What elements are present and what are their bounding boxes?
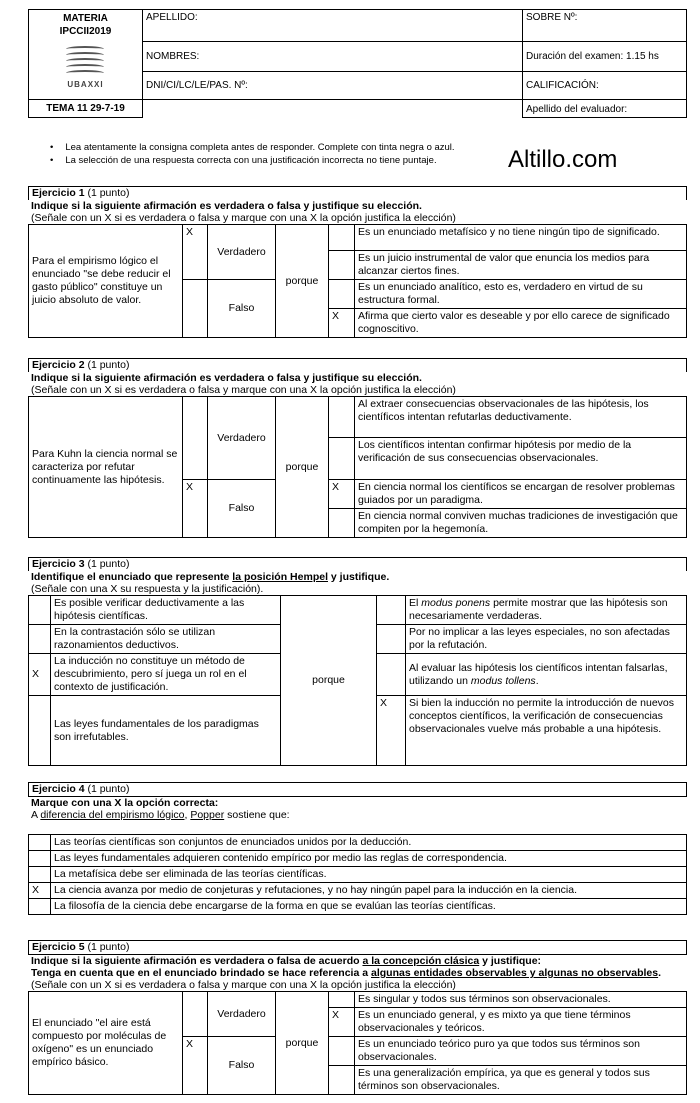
watermark: Altillo.com <box>508 146 618 173</box>
option-text: La filosofía de la ciencia debe encargarse de la forma en que se evalúan las teorías científicas. <box>51 899 687 915</box>
duracion-label: Duración del examen: 1.15 hs <box>523 42 687 72</box>
subject-label: MATERIA <box>63 13 108 24</box>
statement: Para Kuhn la ciencia normal se caracteriza por refutar continuamente las hipótesis. <box>29 397 183 538</box>
subject-cell <box>29 10 143 100</box>
true-label: Verdadero <box>208 397 276 480</box>
option-text: Es un enunciado metafísico y no tiene ningún tipo de significado. <box>355 225 687 251</box>
option-text: Las leyes fundamentales de los paradigmas son irrefutables. <box>51 696 281 766</box>
dni-field[interactable]: DNI/CI/LC/LE/PAS. Nº: <box>143 72 523 100</box>
option-text: Es singular y todos sus términos son observacionales. <box>355 992 687 1008</box>
instruction-item: • La selección de una respuesta correcta con una justificación incorrecta no tiene puntaje. <box>50 154 455 167</box>
false-checkbox[interactable] <box>183 280 208 338</box>
option-text: Las teorías científicas son conjuntos de enunciados unidos por la deducción. <box>51 835 687 851</box>
option-checkbox[interactable]: X <box>377 696 406 766</box>
option-checkbox[interactable]: X <box>329 309 355 338</box>
option-checkbox[interactable]: X <box>329 1008 355 1037</box>
option-text: La inducción no constituye un método de descubrimiento, pero sí juega un rol en el contexto de justificación. <box>51 654 281 696</box>
exercise-instruction: Indique si la siguiente afirmación es verdadera o falsa y justifique su elección. <box>31 372 422 384</box>
option-checkbox[interactable]: X <box>29 654 51 696</box>
porque-label: porque <box>276 225 329 338</box>
option-checkbox[interactable] <box>329 438 355 480</box>
option-checkbox[interactable] <box>29 596 51 625</box>
ubaxxi-logo-icon <box>66 42 106 78</box>
exercise-note: (Señale con una X su respuesta y la justificación). <box>31 583 264 595</box>
option-checkbox[interactable] <box>329 280 355 309</box>
option-checkbox[interactable] <box>329 225 355 251</box>
porque-label: porque <box>276 992 329 1095</box>
true-checkbox[interactable]: X <box>183 225 208 280</box>
false-checkbox[interactable]: X <box>183 1037 208 1095</box>
exercise-3 <box>28 557 687 766</box>
option-text: En la contrastación sólo se utilizan razonamientos deductivos. <box>51 625 281 654</box>
exercise-note: (Señale con un X si es verdadera o falsa y marque con una X la opción justifica la elección) <box>31 384 456 396</box>
statement: El enunciado "el aire está compuesto por moléculas de oxígeno" es un enunciado empírico básico. <box>29 992 183 1095</box>
option-text: Al extraer consecuencias observacionales de las hipótesis, los científicos intentan refutarlas deductivamente. <box>355 397 687 438</box>
option-text: La metafísica debe ser eliminada de las teorías científicas. <box>51 867 687 883</box>
option-checkbox[interactable] <box>377 654 406 696</box>
option-checkbox[interactable]: X <box>29 883 51 899</box>
exercise-title: Ejercicio 1 (1 punto) <box>28 186 687 200</box>
porque-label: porque <box>276 397 329 538</box>
option-checkbox[interactable] <box>329 251 355 280</box>
true-checkbox[interactable] <box>183 992 208 1037</box>
option-text: Es una generalización empírica, ya que es general y todos sus términos son observacionales. <box>355 1066 687 1095</box>
option-checkbox[interactable] <box>329 992 355 1008</box>
option-text: Las leyes fundamentales adquieren contenido empírico por medio las reglas de correspondencia. <box>51 851 687 867</box>
exercise-instruction: Marque con una X la opción correcta: <box>31 797 219 809</box>
answer-table <box>28 834 687 915</box>
exercise-title: Ejercicio 2 (1 punto) <box>28 358 687 372</box>
option-checkbox[interactable] <box>29 867 51 883</box>
false-label: Falso <box>208 1037 276 1095</box>
exercise-5 <box>28 940 687 1095</box>
instructions <box>50 141 455 167</box>
option-text: Es un juicio instrumental de valor que enuncia los medios para alcanzar ciertos fines. <box>355 251 687 280</box>
option-text: Si bien la inducción no permite la introducción de nuevos conceptos científicos, la verificación de consecuencias observacionales vuelve más probable a una hipótesis. <box>406 696 687 766</box>
subject-code: IPCCII2019 <box>59 26 112 37</box>
exercise-2 <box>28 358 687 538</box>
option-text: Al evaluar las hipótesis los científicos intentan falsarlas, utilizando un modus tollens. <box>406 654 687 696</box>
true-label: Verdadero <box>208 992 276 1037</box>
option-text: Es un enunciado general, y es mixto ya que tiene términos observacionales y teóricos. <box>355 1008 687 1037</box>
option-checkbox[interactable] <box>329 1037 355 1066</box>
option-checkbox[interactable] <box>329 509 355 538</box>
option-checkbox[interactable]: X <box>329 480 355 509</box>
exercise-instruction: Indique si la siguiente afirmación es verdadera o falsa de acuerdo a la concepción clásica y justifique: <box>31 955 542 967</box>
option-checkbox[interactable] <box>377 596 406 625</box>
answer-table <box>28 595 687 766</box>
true-checkbox[interactable] <box>183 397 208 480</box>
logo-text: UBAXXI <box>67 80 104 89</box>
exercise-4 <box>28 782 687 915</box>
option-checkbox[interactable] <box>329 397 355 438</box>
option-text: Por no implicar a las leyes especiales, no son afectadas por la refutación. <box>406 625 687 654</box>
option-text: Es posible verificar deductivamente a las hipótesis científicas. <box>51 596 281 625</box>
option-checkbox[interactable] <box>29 851 51 867</box>
option-text: Es un enunciado analítico, esto es, verdadero en virtud de su estructura formal. <box>355 280 687 309</box>
porque-label: porque <box>281 596 377 766</box>
exercise-title: Ejercicio 5 (1 punto) <box>28 940 687 955</box>
option-checkbox[interactable] <box>329 1066 355 1095</box>
evaluador-field[interactable]: Apellido del evaluador: <box>523 100 687 118</box>
exercise-title: Ejercicio 4 (1 punto) <box>28 782 687 797</box>
exercise-instruction: Identifique el enunciado que represente la posición Hempel y justifique. <box>31 571 390 583</box>
tema-label: TEMA 11 29-7-19 <box>29 100 143 118</box>
option-checkbox[interactable] <box>29 835 51 851</box>
false-label: Falso <box>208 280 276 338</box>
exercise-1 <box>28 186 687 338</box>
exercise-title: Ejercicio 3 (1 punto) <box>28 557 687 571</box>
exercise-subtitle: A diferencia del empirismo lógico, Popper sostiene que: <box>31 809 290 821</box>
option-checkbox[interactable] <box>29 696 51 766</box>
false-label: Falso <box>208 480 276 538</box>
exercise-instruction-2: Tenga en cuenta que en el enunciado brindado se hace referencia a algunas entidades observables y algunas no observables. (Señale con un X si es verdadera o falsa y marque con una X la opción justifica la elección) <box>31 967 662 991</box>
instruction-item: • Lea atentamente la consigna completa antes de responder. Complete con tinta negra o azul. <box>50 141 455 154</box>
option-text: Es un enunciado teórico puro ya que todos sus términos son observacionales. <box>355 1037 687 1066</box>
option-text: Los científicos intentan confirmar hipótesis por medio de la verificación de sus consecuencias observacionales. <box>355 438 687 480</box>
apellido-field[interactable]: APELLIDO: <box>143 10 523 42</box>
true-label: Verdadero <box>208 225 276 280</box>
exercise-instruction: Indique si la siguiente afirmación es verdadera o falsa y justifique su elección. <box>31 200 422 212</box>
option-text: La ciencia avanza por medio de conjeturas y refutaciones, y no hay ningún papel para la inducción en la ciencia. <box>51 883 687 899</box>
answer-table <box>28 396 687 538</box>
sobre-field[interactable]: SOBRE Nº: <box>523 10 687 42</box>
answer-table <box>28 991 687 1095</box>
option-text: Afirma que cierto valor es deseable y por ello carece de significado cognoscitivo. <box>355 309 687 338</box>
option-text: En ciencia normal los científicos se encargan de resolver problemas guiados por un paradigma. <box>355 480 687 509</box>
option-checkbox[interactable] <box>29 625 51 654</box>
exercise-note: (Señale con un X si es verdadera o falsa y marque con una X la opción justifica la elección) <box>31 212 456 224</box>
option-text: En ciencia normal conviven muchas tradiciones de investigación que compiten por la hegemonía. <box>355 509 687 538</box>
false-checkbox[interactable]: X <box>183 480 208 538</box>
answer-table <box>28 224 687 338</box>
calificacion-field[interactable]: CALIFICACIÓN: <box>523 72 687 100</box>
nombres-field[interactable]: NOMBRES: <box>143 42 523 72</box>
statement: Para el empirismo lógico el enunciado "se debe reducir el gasto público" constituye un juicio absoluto de valor. <box>29 225 183 338</box>
exam-header <box>28 9 687 118</box>
option-text: El modus ponens permite mostrar que las hipótesis son necesariamente verdaderas. <box>406 596 687 625</box>
option-checkbox[interactable] <box>29 899 51 915</box>
option-checkbox[interactable] <box>377 625 406 654</box>
